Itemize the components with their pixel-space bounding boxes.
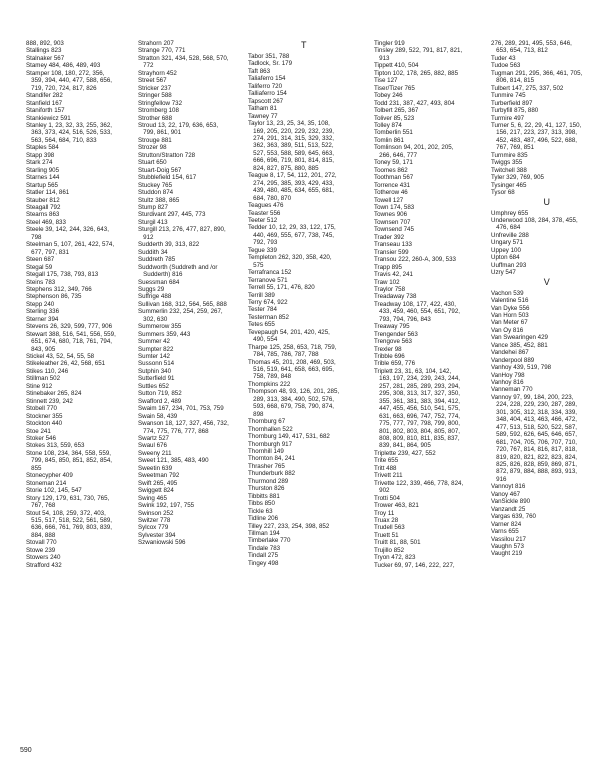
index-entry: Vaught 219 [491,550,523,558]
index-entry: Stubblefield 154, 617 [138,174,197,182]
index-entry: VanSickle 890 [491,498,531,506]
index-entry: Swink 192, 197, 755 [138,502,195,510]
index-entry: Stringfellow 732 [138,99,183,107]
index-entry: Tabor 351, 788 [248,53,290,60]
index-entry: Tomlin 861 [374,136,404,144]
index-entry: Stearns 863 [26,211,60,219]
index-entry: Strange 770, 771 [138,47,186,55]
index-entry: Sylcox 779 [138,524,169,532]
index-entry: Sumpter 822 [138,345,174,353]
index-entry: Tobey 246 [374,92,403,100]
index-entry: Tiser/Tizer 765 [374,84,415,92]
index-entry: Traylor 758 [374,285,406,293]
index-entry: Trite 655 [374,457,399,465]
index-entry: Vanzandt 25 [491,505,526,513]
index-entry: Tysor 68 [491,189,515,197]
index-entry: Vanderpool 889 [491,356,535,364]
index-entry: Stoker 546 [26,435,56,443]
index-entry: Talliaferro 154 [248,90,287,98]
index-entry: Travis 42, 241 [374,271,413,279]
index-entry: Terranove 571 [248,276,288,284]
index-entry: Vachon 539 [491,289,524,297]
index-entry: Stikeleather 26, 42, 568, 651 [26,360,106,368]
index-entry: Stinnett 239, 242 [26,397,73,405]
index-entry: Trivette 122, 339, 466, 778, 824, 902 [374,479,464,495]
index-entry: Toothman 567 [374,174,414,182]
index-entry: Stuckey 765 [138,181,173,189]
page-number: 590 [20,747,32,754]
index-entry: Storie 102, 145, 547 [26,487,82,495]
index-entry: Trotti 504 [374,494,400,502]
index-entry: Town 174, 583 [374,203,415,211]
index-entry: Stickel 43, 52, 54, 55, 58 [26,353,95,361]
index-entry: Tysinger 465 [491,181,527,189]
index-entry: Stowers 240 [26,554,61,562]
index-entry: Thompkins 222 [248,380,291,388]
index-entry: Underwood 108, 284, 378, 455, 476, 684 [491,216,578,232]
index-entry: Vaughn 573 [491,543,524,550]
index-entry: Stallings 823 [26,47,62,55]
index-entry: Taliferro 720 [248,82,283,90]
index-entry: Tilley 227, 233, 254, 398, 852 [248,522,330,530]
index-column-1 [26,40,138,569]
index-entry: Summerlin 232, 254, 259, 267, 302, 630 [138,308,223,323]
index-entry: Templeton 262, 320, 358, 420, 575 [248,254,332,269]
index-entry: Swinson 252 [138,509,174,517]
section-letter-heading: V [543,276,551,287]
index-page [16,40,586,752]
index-entry: Tevepaugh 54, 201, 420, 425, 490, 554 [248,328,330,344]
index-entry: Sturgill 213, 276, 477, 827, 890, 912 [138,226,226,241]
index-entry: Thornhallen 522 [248,425,293,433]
index-entry: Tomlinson 94, 201, 202, 205, 266, 646, 777 [374,144,454,159]
index-entry: Torrence 431 [374,181,411,189]
index-entry: Stewart 388, 516, 541, 556, 559, 651, 674, 680, 718, 761, 794, 843, 905 [26,330,116,353]
index-entry: Vance 385, 452, 881 [491,341,548,349]
index-entry: Stillman 502 [26,375,61,383]
index-entry: Sweeny 211 [138,449,172,457]
index-entry: Summer 42 [138,338,170,346]
index-entry: Stepp 240 [26,300,55,308]
index-entry: Ungary 571 [491,239,523,247]
index-entry: Steel 469, 833 [26,218,66,226]
index-entry: Treaway 795 [374,323,410,331]
index-entry: Sutphin 340 [138,367,172,375]
index-entry: Towell 127 [374,196,404,204]
index-entry: Swiggett 824 [138,487,174,495]
index-entry: Tryon 472, 823 [374,554,416,562]
index-entry: Steagall 792 [26,203,61,211]
index-entry: Traw 102 [374,278,400,286]
index-entry: Suffrige 488 [138,293,172,301]
index-entry: Thurmond 289 [248,477,289,485]
index-entry: Taft 863 [248,67,271,75]
index-entry: Varns 655 [491,528,519,536]
index-entry: Stoneman 214 [26,479,67,487]
index-entry: Stringer 588 [138,92,172,100]
index-entry: Trujillo 852 [374,546,405,554]
index-entry: Teaster 556 [248,209,281,217]
index-entry: Swanson 18, 127, 327, 456, 732, 774, 775, 776, 777, 868 [138,420,229,435]
index-entry: Stark 274 [26,159,53,167]
index-column-5 [491,40,600,558]
index-entry: Stokes 313, 559, 653 [26,442,85,450]
index-entry: Tomberlin 551 [374,129,413,137]
index-entry: Suttles 652 [138,382,169,390]
index-entry: Strozer 98 [138,144,167,152]
index-entry: Tingey 498 [248,559,279,567]
index-entry: Stegal 59 [26,263,53,271]
index-entry: Trengove 563 [374,338,412,346]
index-entry: Sturgil 413 [138,218,168,226]
index-entry: Trader 392 [374,233,405,241]
index-entry: Vanneman 770 [491,386,533,394]
index-entry: Trudell 563 [374,524,405,532]
index-entry: Twiggs 355 [491,159,523,167]
index-entry: Stankiewicz 591 [26,114,71,122]
index-entry: Thrasher 765 [248,462,285,470]
index-entry: Stamper 108, 180, 272, 356, 359, 394, 440, 477, 588, 656, 719, 720, 724, 817, 826 [26,69,113,92]
index-entry: Transou 222, 260-A, 309, 533 [374,256,456,264]
index-entry: Vandehei 867 [491,349,529,357]
index-entry: Townes 906 [374,211,408,219]
index-entry: Taylor 13, 23, 25, 34, 35, 108, 169, 205, 220, 229, 232, 239, 274, 291, 314, 315, 329, 332, 362, 363, 389, 511, 513, 522, 527, 553, 588, 589, 645, 663, 666, 696, 719, 801, 814, 815, 824, 827, 875, 880, 885 [248,120,335,172]
index-entry: Sterner 394 [26,315,59,323]
index-entry: Toomes 862 [374,166,408,174]
index-entry: Valentine 516 [491,297,529,305]
index-entry: Todd 231, 387, 427, 493, 804 [374,99,455,107]
index-entry: Strafford 432 [26,561,62,569]
index-entry: Strahorn 207 [138,40,174,47]
index-entry: Stockton 440 [26,420,63,428]
index-entry: Tulbert 147, 275, 337, 502 [491,84,564,92]
index-entry: Timberlake 770 [248,537,291,545]
index-entry: Stinebaker 265, 824 [26,390,82,398]
index-entry: Tingler 919 [374,40,405,47]
index-entry: Vanhoy 816 [491,379,524,387]
index-entry: Totherow 46 [374,189,408,197]
index-entry: Tise 127 [374,77,398,85]
index-entry: Stovall 770 [26,539,57,547]
index-entry: Turnmire 835 [491,151,528,159]
index-entry: Tucker 69, 97, 146, 222, 227, [374,561,455,569]
index-entry: Tindale 783 [248,544,281,552]
index-entry: Tyler 329, 769, 905 [491,174,544,182]
index-entry: Stockner 355 [26,412,63,420]
index-entry: 276, 289, 291, 495, 553, 646, 653, 654, 713, 812 [491,40,572,55]
index-entry: Sutterfield 91 [138,375,175,383]
index-entry: Van Swearingen 429 [491,334,548,342]
index-entry: Tidline 206 [248,515,279,523]
index-entry: Swift 265, 495 [138,479,178,487]
index-entry: Van Oy 816 [491,326,524,334]
index-column-4 [374,40,486,569]
index-entry: Tapscott 267 [248,97,284,105]
index-entry: Toney 59, 171 [374,159,413,167]
index-entry: Sutton 719, 852 [138,390,182,398]
index-entry: Varner 824 [491,520,522,528]
index-entry: Turner 5, 6, 22, 29, 41, 127, 150, 156, 217, 223, 237, 313, 398, 452, 483, 487, 496, 522, 688, 767, 769, 851 [491,121,582,152]
index-entry: Vanoy 467 [491,490,521,498]
index-entry: Stout 54, 108, 259, 372, 403, 515, 517, 518, 522, 561, 589, 636, 666, 761, 769, 803, 839, 884, 888 [26,509,113,539]
index-entry: Strouge 881 [138,136,172,144]
index-entry: Stuart-Doig 567 [138,166,182,174]
index-entry: Trower 463, 821 [374,502,419,510]
index-entry: Tritt 488 [374,464,397,472]
index-entry: Stowe 239 [26,546,56,554]
index-entry: Terrill 389 [248,291,275,299]
index-entry: Tadlock, Sr. 179 [248,60,293,68]
index-entry: Uppey 100 [491,246,521,254]
index-entry: Sweetman 792 [138,472,180,480]
index-entry: Terry 674, 922 [248,298,288,306]
index-entry: Swing 465 [138,494,167,502]
index-entry: Strutton/Stratton 728 [138,151,196,159]
index-entry: Sumter 142 [138,353,170,361]
index-entry: Stapp 398 [26,151,55,159]
index-entry: Tindall 275 [248,552,279,560]
index-entry: Statler 114, 861 [26,189,70,197]
index-entry: Stroud 13, 22, 179, 636, 653, 799, 861, 901 [138,121,219,137]
index-entry: Sussonn 514 [138,360,175,368]
index-entry: Testerman 852 [248,313,289,321]
index-entry: Stanley 1, 23, 32, 33, 255, 362, 363, 373, 424, 516, 526, 533, 563, 564, 684, 710, 833 [26,121,113,144]
index-entry: Thurston 826 [248,485,285,493]
index-entry: Startup 565 [26,181,58,189]
index-entry: Trapp 895 [374,263,402,271]
index-entry: Steelman 5, 107, 261, 422, 574, 677, 797, 831 [26,241,115,256]
section-letter-heading: U [543,196,551,207]
index-entry: Sturdivant 297, 445, 773 [138,211,206,219]
index-entry: Suddith 34 [138,248,168,256]
index-entry: Suessman 684 [138,278,180,286]
index-entry: Truax 28 [374,517,399,524]
index-entry: Thompson 48, 93, 126, 201, 285, 289, 313, 384, 490, 502, 576, 593, 668, 679, 758, 790, 874, 898 [248,388,340,418]
index-entry: Transier 599 [374,248,409,256]
index-entry: Strayhorn 452 [138,69,177,77]
index-entry: Vassilou 217 [491,535,526,543]
index-entry: Tudoe 563 [491,62,521,70]
index-entry: Terrell 55, 171, 476, 820 [248,284,315,292]
index-entry: Uuffman 293 [491,261,527,269]
index-entry: Upton 684 [491,254,520,262]
index-entry: Stoe 241 [26,427,51,435]
index-entry: Staniforth 157 [26,107,65,115]
index-entry: Thornburg 149, 417, 531, 682 [248,433,330,441]
index-entry: Summerow 355 [138,323,182,331]
index-entry: Tunmire 745 [491,92,526,100]
index-entry: Tawney 77 [248,112,278,120]
index-entry: Trivett 211 [374,472,403,480]
index-entry: Suddreth 785 [138,256,176,264]
index-entry: Sterling 336 [26,308,60,316]
index-entry: Stump 827 [138,203,168,211]
index-entry: Tibbitts 881 [248,492,280,500]
index-entry: Stromberg 108 [138,107,179,115]
index-entry: Swaim 167, 234, 701, 753, 759 [138,405,224,413]
index-entry: Thornburgh 917 [248,440,293,448]
index-entry: Street 567 [138,77,167,85]
index-entry: Toliver 85, 523 [374,114,415,122]
index-entry: Stevens 26, 329, 599, 777, 906 [26,323,113,331]
index-entry: Vanhoy 439, 519, 798 [491,364,552,372]
index-entry: Tugman 291, 295, 366, 461, 705, 806, 814, 815 [491,69,583,85]
index-entry: Suddworth (Suddreth and /or Sudderth) 816 [138,263,218,279]
index-entry: Standifer 282 [26,92,63,100]
index-entry: Swain 58, 439 [138,412,178,420]
index-entry: Steele 39, 142, 244, 326, 643, 798 [26,226,109,241]
index-entry: Stultz 388, 865 [138,196,180,204]
index-entry: Trexler 98 [374,345,402,353]
index-entry: Stone 108, 234, 364, 558, 559, 799, 845, 850, 851, 852, 854, 855 [26,449,113,472]
index-entry: Tharpe 125, 258, 653, 718, 759, 784, 785, 786, 787, 788 [248,343,337,359]
index-entry: Tinsley 289, 522, 791, 817, 821, 913 [374,47,463,62]
index-entry: Uzry 547 [491,269,516,277]
index-entry: Starnes 144 [26,174,60,182]
index-entry: Troy 11 [374,509,395,517]
index-entry: Stuart 650 [138,159,167,167]
index-entry: Unfreville 288 [491,231,529,239]
index-entry: Transeau 133 [374,241,412,249]
index-entry: Staples 584 [26,144,59,152]
index-entry: Twitchell 388 [491,166,527,174]
index-entry: Stalnaker 567 [26,54,65,62]
index-entry: Tegue 339 [248,246,277,254]
index-entry: Swaul 676 [138,442,167,450]
index-entry: Turmire 497 [491,114,525,122]
index-entry: Van Meter 67 [491,319,528,327]
index-entry: Tolley 874 [374,121,402,129]
index-entry: Tickle 63 [248,507,273,515]
index-entry: Trengender 563 [374,330,418,338]
index-entry: Truett 51 [374,531,399,539]
index-entry: Stephens 312, 349, 766 [26,285,92,293]
index-entry: Van Dyke 556 [491,304,530,312]
index-entry: Stricker 237 [138,84,172,92]
index-entry: Teeter 512 [248,216,278,224]
index-entry: Tibbs 850 [248,500,275,508]
index-entry: Tuder 43 [491,54,516,62]
index-entry: Umphrey 655 [491,209,529,217]
index-entry: Tolbert 265, 367 [374,107,419,115]
index-entry: Swafford 2, 489 [138,397,182,405]
index-entry: Stanfield 167 [26,99,63,107]
index-entry: Turberfield 897 [491,99,533,107]
index-entry: Stephenson 86, 735 [26,293,82,301]
index-entry: Tippett 410, 504 [374,62,419,70]
index-entry: Tedder 10, 12, 29, 33, 122, 175, 440, 469, 555, 677, 738, 745, 792, 793 [248,224,336,247]
index-entry: Summers 359, 443 [138,330,191,338]
index-entry: Stine 912 [26,382,53,390]
index-entry: Van Horn 503 [491,311,529,319]
index-entry: Studdon 874 [138,189,174,197]
index-entry: Stobell 770 [26,405,57,413]
index-entry: Stauber 812 [26,196,60,204]
index-entry: Story 129, 179, 631, 730, 765, 767, 768 [26,494,110,510]
index-entry: Triplette 239, 427, 552 [374,449,436,457]
index-entry: Triplett 23, 31, 63, 104, 142, 163, 197, 234, 239, 243, 244, 257, 281, 285, 289, 293, 294, 295, 308, 313, 317, 327, 350, 355, 361, 381, 383, 394, 412, 447, 455, 456, 510, 541, 575, 631, 663, 696, 747, 752, 774, 775, 777, 797, 798, 799, 800, 801, 802, 803, 804, 805, 807, 808, 809, 810, 811, 835, 837, 839, 841, 864, 905 [374,367,461,450]
section-letter-heading: T [301,40,307,50]
index-column-3 [248,40,360,567]
index-entry: Thomas 45, 201, 208, 469, 503, 516, 519, 641, 658, 663, 695, 758, 789, 848 [248,358,336,381]
index-entry: Thunderburk 882 [248,470,296,478]
index-entry: Vannoyt 816 [491,483,526,491]
index-entry: Vannoy 97, 99, 184, 200, 223, 224, 228, 229, 230, 287, 289, 301, 305, 312, 318, 334, 339, 348, 404, 413, 463, 466, 472, 477, 513, 518, 520, 522, 587, 589, 592, 626, 645, 646, 657, 681, 704, 705, 706, 707, 710, 720, 767, 814, 816, 817, 818, 819, 820, 821, 822, 823, 824, 825, 826, 828, 859, 869, 871, 872, 879, 884, 888, 893, 913, 916 [491,393,578,483]
index-entry: Stamey 484, 486, 489, 493 [26,62,101,70]
index-entry: Vargas 639, 760 [491,513,536,521]
index-entry: Sylvester 394 [138,531,176,539]
index-entry: Thornhill 149 [248,448,284,456]
index-entry: Turbyfill 875, 880 [491,107,539,115]
index-entry: Stratton 321, 434, 528, 568, 570, 772 [138,54,229,70]
index-entry: Tester 784 [248,306,277,314]
index-entry: Tribble 696 [374,353,405,361]
index-entry: Thornton 84, 241 [248,455,296,463]
index-entry: Swartz 527 [138,435,169,443]
index-entry: Szwaniowski 596 [138,539,186,547]
index-entry: Teague 8, 17, 54, 112, 201, 272, 274, 295, 385, 393, 429, 433, 439, 480, 485, 634, 655, 681, 684, 780, 870 [248,172,337,202]
index-entry: Tetes 655 [248,321,275,329]
index-entry: Trible 659, 776 [374,360,416,368]
index-entry: Townsen 707 [374,218,411,226]
index-entry: Tipton 102, 178, 265, 882, 885 [374,69,459,77]
index-entry: Stonecypher 409 [26,472,73,480]
index-entry: Stegall 175, 738, 793, 813 [26,271,99,279]
index-entry: Teagues 476 [248,202,284,210]
index-entry: Suggs 29 [138,285,165,293]
index-entry: Sudderth 39, 313, 822 [138,241,200,249]
index-entry: Townsend 745 [374,226,414,234]
index-entry: Treadway 108, 177, 422, 430, 433, 459, 460, 554, 651, 792, 793, 794, 796, 843 [374,300,461,323]
index-entry: VanHoy 798 [491,371,525,379]
index-entry: Truitt 81, 88, 501 [374,539,421,547]
index-entry: Sweet 121, 385, 483, 490 [138,457,209,465]
index-entry: Strother 688 [138,114,173,122]
index-entry: Steen 687 [26,256,55,264]
index-entry: Tatham 81 [248,105,277,113]
index-entry: Treadaway 738 [374,293,417,301]
index-entry: Terrafranca 152 [248,269,292,277]
index-entry: Sullivan 168, 312, 564, 565, 888 [138,300,227,308]
index-entry: Stikes 110, 246 [26,367,69,375]
index-entry: Thornburg 67 [248,418,286,426]
index-entry: Steins 783 [26,278,56,286]
index-entry: Switzer 778 [138,517,171,524]
index-entry: Tillman 194 [248,530,280,537]
index-entry: Taliaferro 154 [248,75,286,83]
index-column-2 [138,40,250,547]
index-entry: Sweetin 639 [138,464,173,472]
index-entry: Starling 905 [26,166,60,174]
index-entry: 888, 892, 903 [26,40,64,47]
